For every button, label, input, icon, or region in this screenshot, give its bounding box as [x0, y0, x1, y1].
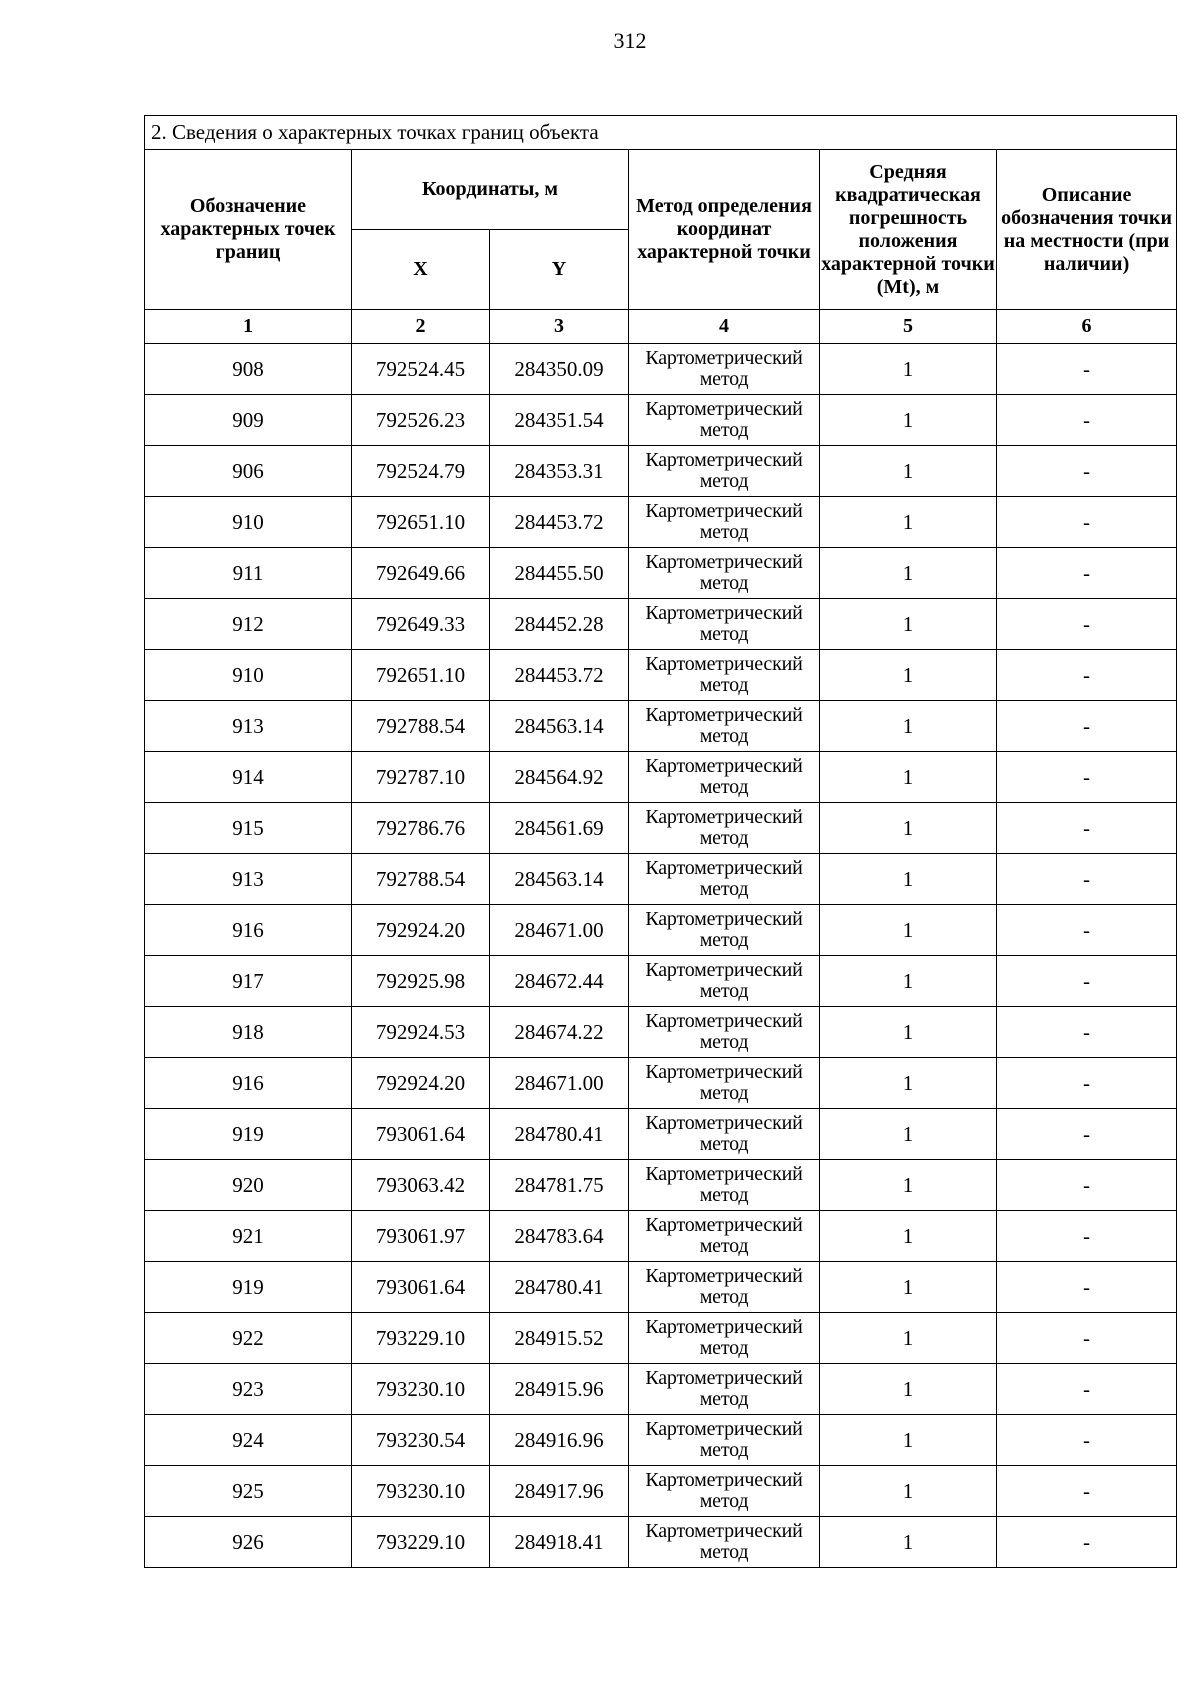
method-cell: Картометрический метод — [629, 1517, 820, 1568]
method-cell: Картометрический метод — [629, 1364, 820, 1415]
table-row — [145, 497, 1177, 548]
x-coordinate-cell: 792924.20 — [352, 1058, 490, 1109]
y-coordinate-cell: 284453.72 — [490, 497, 629, 548]
y-coordinate-cell: 284350.09 — [490, 344, 629, 395]
description-cell: - — [997, 956, 1177, 1007]
description-cell: - — [997, 548, 1177, 599]
column-number: 2 — [352, 310, 490, 344]
y-coordinate-cell: 284563.14 — [490, 701, 629, 752]
header-x: X — [352, 230, 490, 310]
column-number: 5 — [820, 310, 997, 344]
header-error: Средняя квадратическая погрешность положения характерной точки (Mt), м — [820, 150, 997, 310]
y-coordinate-cell: 284783.64 — [490, 1211, 629, 1262]
y-coordinate-cell: 284915.52 — [490, 1313, 629, 1364]
column-number: 3 — [490, 310, 629, 344]
point-cell: 926 — [145, 1517, 352, 1568]
method-cell: Картометрический метод — [629, 701, 820, 752]
table-row — [145, 854, 1177, 905]
description-cell: - — [997, 1160, 1177, 1211]
x-coordinate-cell: 792788.54 — [352, 854, 490, 905]
table-row — [145, 803, 1177, 854]
x-coordinate-cell: 792788.54 — [352, 701, 490, 752]
y-coordinate-cell: 284672.44 — [490, 956, 629, 1007]
description-cell: - — [997, 905, 1177, 956]
description-cell: - — [997, 752, 1177, 803]
error-cell: 1 — [820, 1415, 997, 1466]
description-cell: - — [997, 1364, 1177, 1415]
page-number: 312 — [613, 28, 647, 53]
x-coordinate-cell: 793229.10 — [352, 1517, 490, 1568]
error-cell: 1 — [820, 701, 997, 752]
point-cell: 921 — [145, 1211, 352, 1262]
description-cell: - — [997, 1211, 1177, 1262]
method-cell: Картометрический метод — [629, 854, 820, 905]
method-cell: Картометрический метод — [629, 803, 820, 854]
point-cell: 906 — [145, 446, 352, 497]
column-number: 4 — [629, 310, 820, 344]
y-coordinate-cell: 284353.31 — [490, 446, 629, 497]
point-cell: 922 — [145, 1313, 352, 1364]
table-row — [145, 446, 1177, 497]
description-cell: - — [997, 1415, 1177, 1466]
error-cell: 1 — [820, 548, 997, 599]
table-row — [145, 599, 1177, 650]
table-row — [145, 1211, 1177, 1262]
header-y: Y — [490, 230, 629, 310]
error-cell: 1 — [820, 599, 997, 650]
error-cell: 1 — [820, 1160, 997, 1211]
header-coordinates: Координаты, м — [352, 150, 629, 230]
method-cell: Картометрический метод — [629, 344, 820, 395]
error-cell: 1 — [820, 1313, 997, 1364]
method-cell: Картометрический метод — [629, 599, 820, 650]
description-cell: - — [997, 344, 1177, 395]
x-coordinate-cell: 793061.97 — [352, 1211, 490, 1262]
table-row — [145, 1517, 1177, 1568]
error-cell: 1 — [820, 1058, 997, 1109]
x-coordinate-cell: 792649.33 — [352, 599, 490, 650]
header-description: Описание обозначения точки на местности (при наличии) — [997, 150, 1177, 310]
table-row — [145, 752, 1177, 803]
x-coordinate-cell: 792924.53 — [352, 1007, 490, 1058]
point-cell: 919 — [145, 1262, 352, 1313]
y-coordinate-cell: 284915.96 — [490, 1364, 629, 1415]
x-coordinate-cell: 792924.20 — [352, 905, 490, 956]
description-cell: - — [997, 599, 1177, 650]
method-cell: Картометрический метод — [629, 650, 820, 701]
table-row — [145, 1313, 1177, 1364]
method-cell: Картометрический метод — [629, 1058, 820, 1109]
y-coordinate-cell: 284674.22 — [490, 1007, 629, 1058]
y-coordinate-cell: 284780.41 — [490, 1109, 629, 1160]
table-row — [145, 1160, 1177, 1211]
error-cell: 1 — [820, 956, 997, 1007]
method-cell: Картометрический метод — [629, 1466, 820, 1517]
y-coordinate-cell: 284780.41 — [490, 1262, 629, 1313]
x-coordinate-cell: 792651.10 — [352, 497, 490, 548]
table-row — [145, 650, 1177, 701]
method-cell: Картометрический метод — [629, 395, 820, 446]
error-cell: 1 — [820, 344, 997, 395]
description-cell: - — [997, 803, 1177, 854]
column-number: 6 — [997, 310, 1177, 344]
y-coordinate-cell: 284563.14 — [490, 854, 629, 905]
description-cell: - — [997, 446, 1177, 497]
point-cell: 910 — [145, 650, 352, 701]
description-cell: - — [997, 854, 1177, 905]
description-cell: - — [997, 1517, 1177, 1568]
y-coordinate-cell: 284918.41 — [490, 1517, 629, 1568]
table-row — [145, 1364, 1177, 1415]
x-coordinate-cell: 792925.98 — [352, 956, 490, 1007]
point-cell: 923 — [145, 1364, 352, 1415]
x-coordinate-cell: 792526.23 — [352, 395, 490, 446]
error-cell: 1 — [820, 1262, 997, 1313]
method-cell: Картометрический метод — [629, 1109, 820, 1160]
description-cell: - — [997, 701, 1177, 752]
error-cell: 1 — [820, 650, 997, 701]
description-cell: - — [997, 1007, 1177, 1058]
point-cell: 917 — [145, 956, 352, 1007]
error-cell: 1 — [820, 1211, 997, 1262]
method-cell: Картометрический метод — [629, 497, 820, 548]
x-coordinate-cell: 793061.64 — [352, 1109, 490, 1160]
x-coordinate-cell: 792524.79 — [352, 446, 490, 497]
point-cell: 908 — [145, 344, 352, 395]
error-cell: 1 — [820, 1364, 997, 1415]
table-row — [145, 344, 1177, 395]
method-cell: Картометрический метод — [629, 1415, 820, 1466]
point-cell: 915 — [145, 803, 352, 854]
description-cell: - — [997, 1466, 1177, 1517]
point-cell: 920 — [145, 1160, 352, 1211]
table-caption: 2. Сведения о характерных точках границ объекта — [145, 116, 1177, 150]
error-cell: 1 — [820, 1466, 997, 1517]
description-cell: - — [997, 1262, 1177, 1313]
error-cell: 1 — [820, 1517, 997, 1568]
y-coordinate-cell: 284452.28 — [490, 599, 629, 650]
error-cell: 1 — [820, 1109, 997, 1160]
x-coordinate-cell: 792786.76 — [352, 803, 490, 854]
x-coordinate-cell: 792524.45 — [352, 344, 490, 395]
point-cell: 913 — [145, 854, 352, 905]
y-coordinate-cell: 284671.00 — [490, 905, 629, 956]
table-row — [145, 548, 1177, 599]
error-cell: 1 — [820, 854, 997, 905]
table-row — [145, 1058, 1177, 1109]
table-row — [145, 395, 1177, 446]
method-cell: Картометрический метод — [629, 548, 820, 599]
x-coordinate-cell: 793229.10 — [352, 1313, 490, 1364]
y-coordinate-cell: 284351.54 — [490, 395, 629, 446]
table-row — [145, 1109, 1177, 1160]
point-cell: 916 — [145, 1058, 352, 1109]
x-coordinate-cell: 793230.10 — [352, 1466, 490, 1517]
error-cell: 1 — [820, 446, 997, 497]
error-cell: 1 — [820, 497, 997, 548]
method-cell: Картометрический метод — [629, 446, 820, 497]
x-coordinate-cell: 792651.10 — [352, 650, 490, 701]
y-coordinate-cell: 284453.72 — [490, 650, 629, 701]
y-coordinate-cell: 284455.50 — [490, 548, 629, 599]
point-cell: 924 — [145, 1415, 352, 1466]
method-cell: Картометрический метод — [629, 905, 820, 956]
table-body — [145, 344, 1177, 1568]
table-row — [145, 1466, 1177, 1517]
x-coordinate-cell: 793061.64 — [352, 1262, 490, 1313]
point-cell: 912 — [145, 599, 352, 650]
point-cell: 918 — [145, 1007, 352, 1058]
column-numbers-row — [145, 310, 1177, 344]
y-coordinate-cell: 284917.96 — [490, 1466, 629, 1517]
error-cell: 1 — [820, 1007, 997, 1058]
x-coordinate-cell: 793230.54 — [352, 1415, 490, 1466]
method-cell: Картометрический метод — [629, 1007, 820, 1058]
boundary-points-table — [144, 115, 1177, 1568]
point-cell: 911 — [145, 548, 352, 599]
point-cell: 925 — [145, 1466, 352, 1517]
description-cell: - — [997, 1109, 1177, 1160]
header-point-designation: Обозначение характерных точек границ — [145, 150, 352, 310]
point-cell: 913 — [145, 701, 352, 752]
point-cell: 919 — [145, 1109, 352, 1160]
table-row — [145, 905, 1177, 956]
table-row — [145, 1007, 1177, 1058]
x-coordinate-cell: 792649.66 — [352, 548, 490, 599]
table-row — [145, 1262, 1177, 1313]
x-coordinate-cell: 793063.42 — [352, 1160, 490, 1211]
y-coordinate-cell: 284781.75 — [490, 1160, 629, 1211]
table-row — [145, 956, 1177, 1007]
error-cell: 1 — [820, 752, 997, 803]
table-row — [145, 1415, 1177, 1466]
description-cell: - — [997, 497, 1177, 548]
y-coordinate-cell: 284564.92 — [490, 752, 629, 803]
method-cell: Картометрический метод — [629, 1160, 820, 1211]
error-cell: 1 — [820, 803, 997, 854]
x-coordinate-cell: 793230.10 — [352, 1364, 490, 1415]
description-cell: - — [997, 1058, 1177, 1109]
point-cell: 910 — [145, 497, 352, 548]
method-cell: Картометрический метод — [629, 752, 820, 803]
error-cell: 1 — [820, 395, 997, 446]
method-cell: Картометрический метод — [629, 1211, 820, 1262]
y-coordinate-cell: 284561.69 — [490, 803, 629, 854]
header-method: Метод определения координат характерной точки — [629, 150, 820, 310]
column-number: 1 — [145, 310, 352, 344]
method-cell: Картометрический метод — [629, 1262, 820, 1313]
method-cell: Картометрический метод — [629, 1313, 820, 1364]
method-cell: Картометрический метод — [629, 956, 820, 1007]
x-coordinate-cell: 792787.10 — [352, 752, 490, 803]
error-cell: 1 — [820, 905, 997, 956]
description-cell: - — [997, 650, 1177, 701]
description-cell: - — [997, 1313, 1177, 1364]
y-coordinate-cell: 284671.00 — [490, 1058, 629, 1109]
table-row — [145, 701, 1177, 752]
y-coordinate-cell: 284916.96 — [490, 1415, 629, 1466]
point-cell: 916 — [145, 905, 352, 956]
description-cell: - — [997, 395, 1177, 446]
point-cell: 914 — [145, 752, 352, 803]
point-cell: 909 — [145, 395, 352, 446]
